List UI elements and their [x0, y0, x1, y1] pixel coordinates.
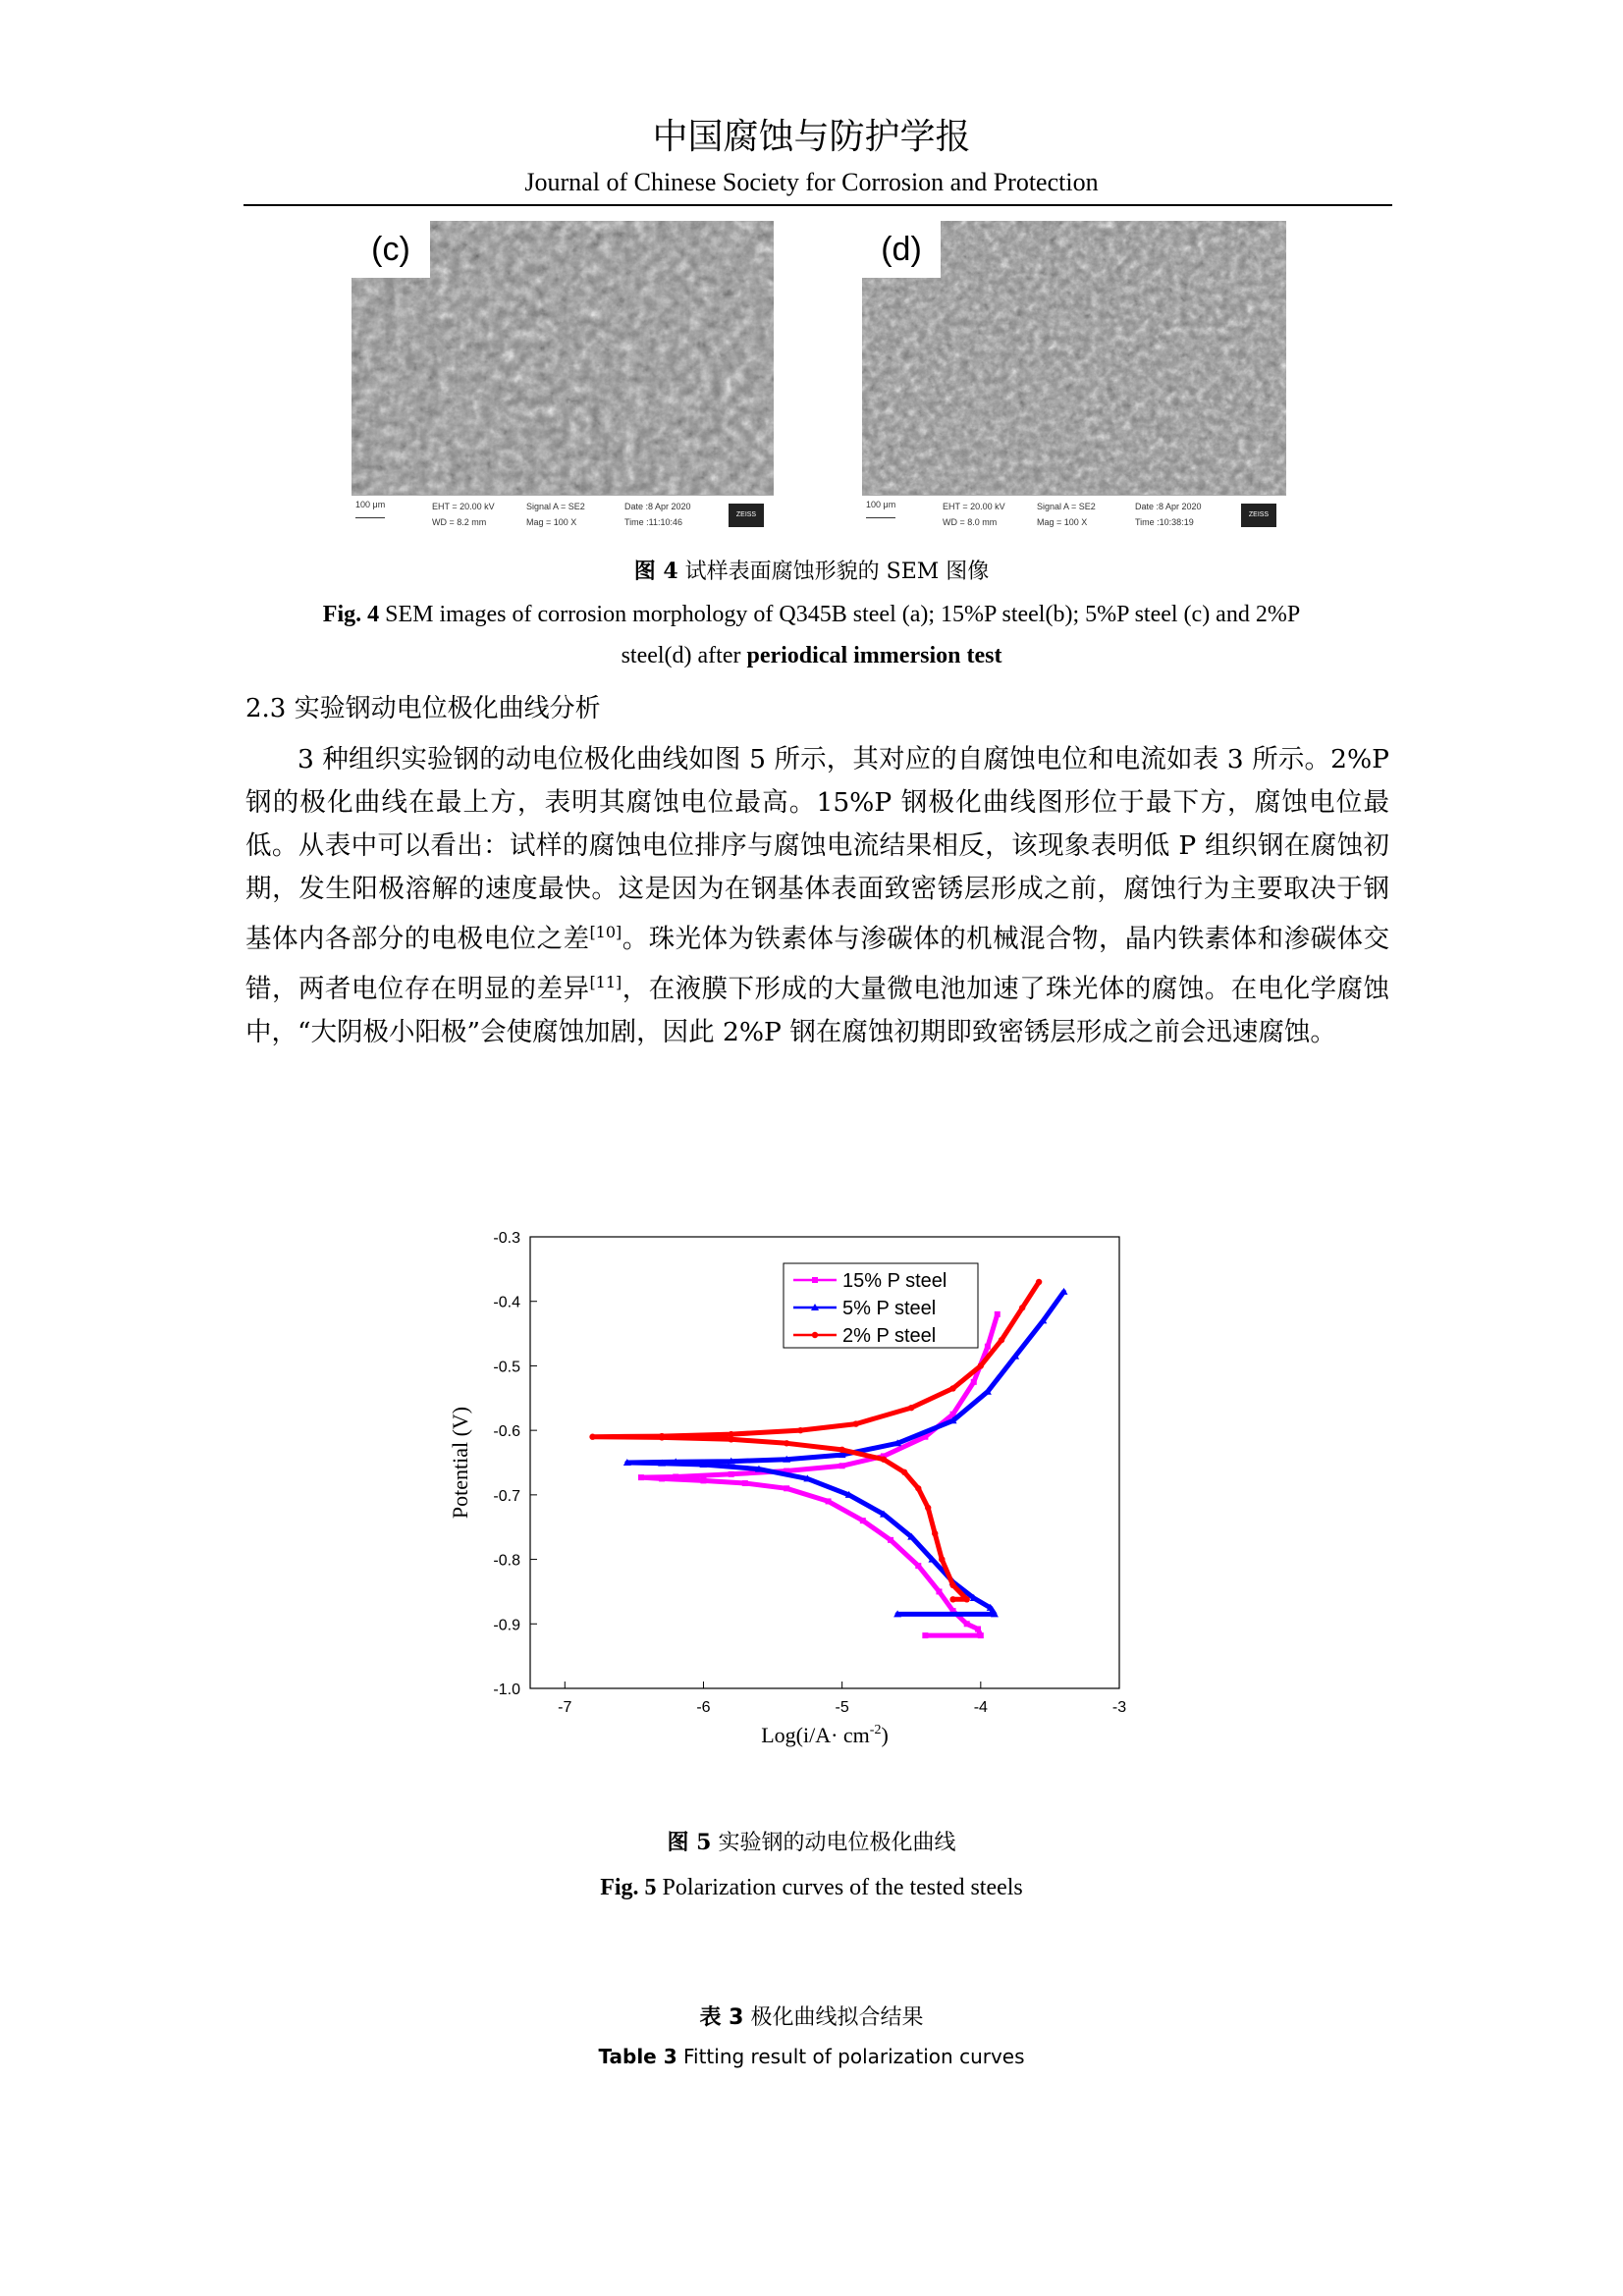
data-point	[659, 1475, 665, 1481]
data-point	[839, 1463, 845, 1468]
y-tick-label: -0.5	[493, 1359, 520, 1376]
para-part3: ，在液膜下形成的大量微电池加速了珠光体的腐蚀。在电化学腐蚀中，“大阴极小阳极”会使腐蚀加剧，因此 2%P 钢在腐蚀初期即致密锈层形成之前会迅速腐蚀。	[245, 973, 1390, 1047]
table3-caption-en-num: Table 3	[598, 2045, 677, 2068]
data-point	[939, 1556, 945, 1562]
y-tick-label: -0.4	[493, 1294, 520, 1311]
fig5-caption-en-text: Polarization curves of the tested steels	[662, 1875, 1023, 1900]
data-point	[901, 1469, 907, 1475]
wd-value: WD = 8.0 mm	[943, 517, 998, 527]
scale-bar	[355, 517, 385, 518]
signal-value: Signal A = SE2	[1037, 502, 1096, 511]
data-point	[860, 1518, 866, 1523]
data-point	[729, 1431, 734, 1437]
data-point	[971, 1379, 977, 1385]
data-point	[949, 1582, 955, 1588]
data-point	[826, 1498, 832, 1504]
x-axis-label-close: )	[881, 1723, 889, 1747]
data-point	[978, 1362, 984, 1368]
curve-15-p-steel	[641, 1314, 998, 1635]
fig4-caption-cn-text: 试样表面腐蚀形貌的 SEM 图像	[684, 560, 990, 584]
journal-title-en: Journal of Chinese Society for Corrosion and Protection	[524, 168, 1099, 196]
polarization-chart	[432, 1217, 1178, 1767]
y-tick-label: -0.8	[493, 1552, 520, 1570]
data-point	[853, 1420, 859, 1426]
data-point	[1060, 1288, 1068, 1295]
y-tick-label: -0.6	[493, 1423, 520, 1441]
mag-value: Mag = 100 X	[1037, 517, 1088, 527]
wd-value: WD = 8.2 mm	[432, 517, 487, 527]
data-point	[975, 1627, 981, 1632]
data-point	[908, 1405, 914, 1411]
fig4-caption-en-num: Fig. 4	[322, 602, 380, 627]
panel-label-d: (d)	[862, 221, 941, 278]
journal-title-cn: 中国腐蚀与防护学报	[652, 117, 971, 157]
fig4-caption-cn	[0, 557, 1623, 587]
date-value: Date :8 Apr 2020	[624, 502, 691, 511]
data-point	[925, 1505, 931, 1511]
fig5-caption-cn-num: 图 5	[667, 1830, 712, 1855]
data-point	[999, 1337, 1004, 1343]
y-tick-label: -1.0	[493, 1682, 520, 1698]
header-rule	[243, 204, 1392, 206]
x-tick-label: -6	[696, 1699, 711, 1716]
table3-caption-cn-num: 表 3	[699, 2005, 744, 2030]
time-value: Time :10:38:19	[1135, 517, 1194, 527]
data-point	[936, 1588, 942, 1594]
data-point	[784, 1485, 789, 1491]
date-value: Date :8 Apr 2020	[1135, 502, 1202, 511]
data-point	[922, 1632, 928, 1638]
data-point	[839, 1447, 844, 1453]
table3-caption-cn-text: 极化曲线拟合结果	[750, 2005, 924, 2030]
data-point	[915, 1563, 921, 1569]
data-point	[932, 1530, 938, 1536]
data-point	[784, 1440, 789, 1446]
data-point	[949, 1596, 955, 1602]
series-15-p-steel	[638, 1311, 1001, 1638]
table3-caption-en	[0, 2045, 1623, 2068]
fig5-caption-en	[0, 1872, 1623, 1903]
data-point	[888, 1537, 893, 1543]
x-tick-label: -7	[558, 1699, 572, 1716]
legend-label-2-p-steel: 2% P steel	[842, 1325, 937, 1347]
sem-info-bar-d	[862, 495, 1286, 537]
citation-11[interactable]: [11]	[589, 972, 622, 991]
sem-image-c	[352, 221, 774, 537]
legend-label-15-p-steel: 15% P steel	[842, 1270, 947, 1292]
legend-label-5-p-steel: 5% P steel	[842, 1298, 937, 1319]
para-part2: 。珠光体为铁素体与渗碳体的机械混合物，晶内铁素体和渗碳体交错，两者电位存在明显的差异	[245, 923, 1390, 1004]
para-part1: 3 种组织实验钢的动电位极化曲线如图 5 所示，其对应的自腐蚀电位和电流如表 3 所示。2%P 钢的极化曲线在最上方，表明其腐蚀电位最高。15%P 钢极化曲线图形位于最下方，腐蚀电位最低。从表中可以看出：试样的腐蚀电位排序与腐蚀电流结果相反，该现象表明低 P 组织钢在腐蚀初期，发生阳极溶解的速度最快。这是因为在钢基体表面致密锈层形成之前，腐蚀行为主要取决于钢基体内各部分的电极电位之差	[245, 744, 1389, 954]
data-point	[915, 1485, 921, 1491]
data-point	[742, 1480, 748, 1486]
citation-10[interactable]: [10]	[589, 923, 622, 941]
x-axis-label-main: Log(i/A· cm	[761, 1723, 870, 1747]
scale-bar	[866, 517, 895, 518]
legend	[784, 1263, 978, 1348]
fig4-caption-en-text1: SEM images of corrosion morphology of Q345B steel (a); 15%P steel(b); 5%P steel (c) and 2%P	[385, 602, 1301, 627]
fig5-caption-cn	[0, 1828, 1623, 1858]
y-tick-label: -0.7	[493, 1487, 520, 1505]
sem-image-d	[862, 221, 1286, 537]
x-tick-label: -3	[1111, 1699, 1127, 1716]
data-point	[949, 1385, 955, 1391]
legend-marker-2-p-steel	[812, 1332, 818, 1338]
fig4-caption-en-line2	[236, 640, 1387, 671]
zeiss-logo: ZEISS	[1241, 504, 1276, 527]
x-axis-label	[761, 1723, 889, 1747]
zeiss-logo: ZEISS	[729, 504, 764, 527]
body-paragraph	[245, 738, 1389, 1054]
data-point	[978, 1632, 984, 1638]
fig5-caption-en-num: Fig. 5	[600, 1875, 657, 1900]
scale-label: 100 μm	[866, 500, 896, 509]
x-tick-label: -4	[973, 1699, 988, 1716]
y-tick-label: -0.3	[493, 1230, 520, 1247]
data-point	[985, 1344, 991, 1350]
data-point	[638, 1474, 644, 1480]
data-point	[964, 1596, 970, 1602]
fig4-caption-en-bold: periodical immersion test	[746, 643, 1002, 668]
mag-value: Mag = 100 X	[526, 517, 577, 527]
data-point	[1019, 1305, 1025, 1310]
x-axis-label-exp: -2	[869, 1723, 882, 1737]
fig4-caption-en-text2: steel(d) after	[621, 643, 747, 668]
signal-value: Signal A = SE2	[526, 502, 585, 511]
y-tick-label: -0.9	[493, 1617, 520, 1634]
legend-marker-15-p-steel	[812, 1277, 818, 1283]
data-point	[797, 1427, 803, 1433]
data-point	[700, 1477, 706, 1483]
data-point	[659, 1433, 665, 1439]
section-heading: 2.3 实验钢动电位极化曲线分析	[245, 694, 601, 723]
panel-label-c: (c)	[352, 221, 430, 278]
fig4-caption-cn-num: 图 4	[633, 559, 678, 584]
eht-value: EHT = 20.00 kV	[943, 502, 1005, 511]
fig5-caption-cn-text: 实验钢的动电位极化曲线	[718, 1831, 956, 1855]
data-point	[995, 1311, 1001, 1317]
y-axis-label: Potential (V)	[448, 1406, 472, 1520]
data-point	[881, 1457, 887, 1463]
sem-info-bar-c	[352, 495, 774, 537]
eht-value: EHT = 20.00 kV	[432, 502, 495, 511]
data-point	[729, 1471, 734, 1477]
table3-caption-cn	[0, 2001, 1623, 2031]
fig4-caption-en-line1	[236, 599, 1387, 630]
table3-caption-en-text: Fitting result of polarization curves	[682, 2045, 1025, 2068]
fig4-caption-en	[236, 599, 1387, 671]
data-point	[673, 1473, 678, 1479]
time-value: Time :11:10:46	[624, 517, 683, 527]
data-point	[589, 1434, 595, 1440]
data-point	[1036, 1279, 1042, 1285]
scale-label: 100 μm	[355, 500, 386, 509]
data-point	[964, 1621, 970, 1627]
x-tick-label: -5	[835, 1699, 849, 1716]
